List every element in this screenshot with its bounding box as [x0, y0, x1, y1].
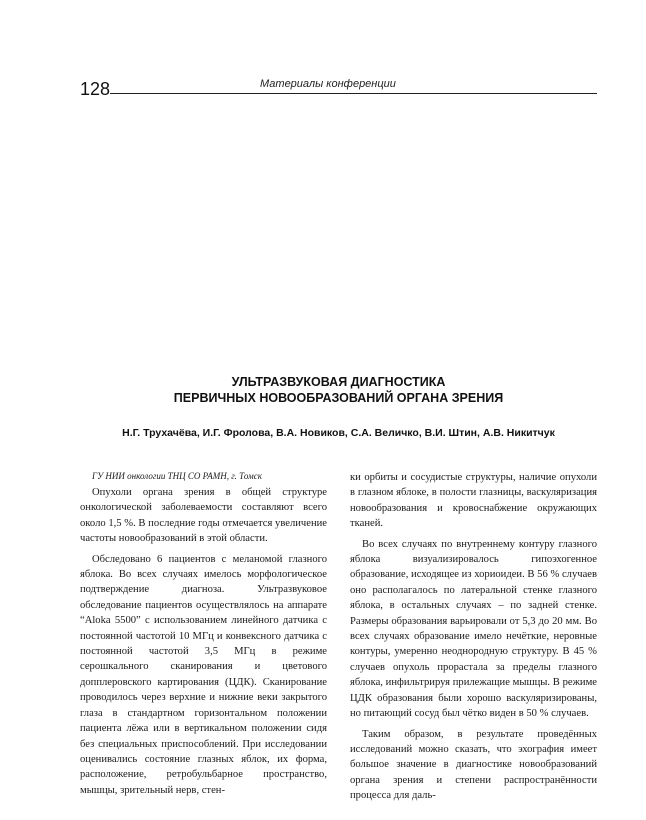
page-number: 128: [80, 79, 111, 99]
title-line-2: ПЕРВИЧНЫХ НОВООБРАЗОВАНИЙ ОРГАНА ЗРЕНИЯ: [173, 391, 504, 405]
article-title: [80, 374, 597, 406]
authors: Н.Г. Трухачёва, И.Г. Фролова, В.А. Новиков, С.А. Величко, В.И. Штин, А.В. Никитчук: [122, 427, 555, 439]
paragraph: Таким образом, в результате проведённых исследований можно сказать, что эхография имеет большое значение в диагностике новообразований органа зрения и степени распространённости процесса для даль-: [350, 728, 597, 802]
title-line-1: УЛЬТРАЗВУКОВАЯ ДИАГНОСТИКА: [231, 375, 446, 389]
paragraph: Обследовано 6 пациентов с меланомой глазного яблока. Во всех случаях имелось морфологическое подтверждение диагноза. Ультразвуковое обследование пациентов осуществлялось на аппарате “Aloka 5500” с использованием линейного датчика с постоянной частотой 10 МГц и конвексного датчика с постоянной частотой 3,5 МГц в режиме серошкального сканирования и цветового допплеровского картирования (ЦДК). Сканирование проводилось через верхние и нижние веки закрытого глаза в стандартном горизонтальном положении пациента лёжа или в вертикальном положении сидя без специальных приспособлений. При исследовании оценивались состояние глазных яблок, их форма, расположение, ретробульбарное пространство, мышцы, зрительный нерв, стен-: [80, 553, 327, 796]
left-column: [80, 470, 327, 803]
paragraph-continuation: ки орбиты и сосудистые структуры, наличие опухоли в глазном яблоке, в полости глазницы, васкуляризация новообразования и кровоснабжение окружающих тканей.: [350, 472, 597, 530]
running-title: Материалы конференции: [260, 78, 396, 90]
right-column: [350, 470, 597, 809]
affiliation: ГУ НИИ онкологии ТНЦ СО РАМН, г. Томск: [92, 471, 262, 481]
header-rule: [110, 93, 597, 94]
paragraph: Опухоли органа зрения в общей структуре онкологической заболеваемости составляют всего около 1,5 %. В последние годы отмечается увеличение частоты новообразований в этой области.: [80, 487, 327, 545]
paragraph: Во всех случаях по внутреннему контуру глазного яблока визуализировалось гипоэхогенное образование, исходящее из хориоидеи. В 56 % случаев оно располагалось по латеральной стенке глазного яблока, в остальных случаях – по задней стенке. Размеры образования варьировали от 5,3 до 20 мм. Во всех случаях образование имело нечёткие, неровные контуры, умеренно неоднородную структуру. В 45 % случаев опухоль прорастала за пределы глазного яблока, инфильтрируя прилежащие мышцы. В режиме ЦДК образования были хорошо васкуляризированы, но питающий сосуд был чётко виден в 50 % случаев.: [350, 538, 597, 720]
